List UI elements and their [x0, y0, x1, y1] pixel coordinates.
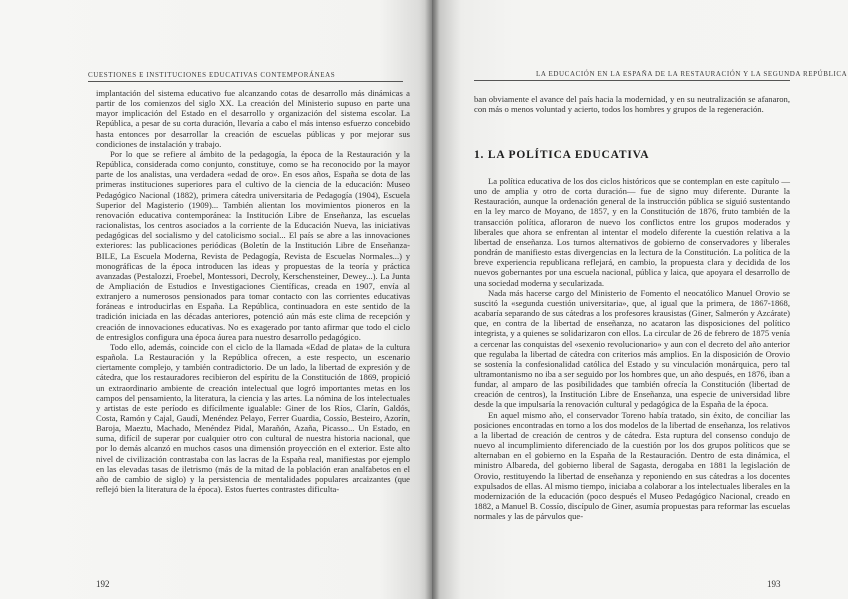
- right-body-text: [474, 176, 790, 521]
- right-paragraph-1: La política educativa de los dos ciclos históricos que se contemplan en este capítulo —uno de amplia y otro de corta duración— fue de signo muy diferente. Durante la Restauración, aunque la ordenación general de la instrucción pública se siguió sustentando en la ley marco de Moyano, de 1857, y en la Constitución de 1876, fruto también de la transacción política, afloraron de nuevo los conflictos entre los grupos moderados y liberales que ahora se enfrentan al intentar el modelo diferente la cuestión relativa a la libertad de enseñanza. Los turnos alternativos de gobierno de conservadores y liberales pondrán de manifiesto estas divergencias en la lectura de la Constitución. La política de la breve experiencia republicana reflejará, en cambio, la propuesta clara y decidida de los nuevos gobernantes por una escuela nacional, pública y laica, que apoyara el desarrollo de una sociedad moderna y secularizada.: [474, 176, 790, 288]
- right-continuation-paragraph: ban obviamente el avance del país hacia la modernidad, y en su neutralización se afanaron, con más o menos voluntad y acierto, todos los hombres y grupos de la regeneración.: [474, 94, 790, 115]
- left-running-head: CUESTIONES E INSTITUCIONES EDUCATIVAS CONTEMPORÁNEAS: [88, 71, 336, 79]
- right-header-rule: [474, 80, 790, 81]
- section-heading: 1. LA POLÍTICA EDUCATIVA: [474, 149, 650, 161]
- book-gutter-shadow: [425, 0, 439, 599]
- right-running-head: LA EDUCACIÓN EN LA ESPAÑA DE LA RESTAURACIÓN Y LA SEGUNDA REPÚBLICA: [536, 70, 848, 78]
- right-page: [432, 0, 848, 599]
- right-continuation-text: [474, 94, 790, 114]
- left-header-rule: [88, 81, 403, 82]
- left-paragraph-2: Por lo que se refiere al ámbito de la pedagogía, la época de la Restauración y la República, considerada como conjunto, constituye, como se ha reconocido por la mayor parte de los analistas, una verdadera «edad de oro». En esos años, España se dota de las primeras instituciones superiores para el cultivo de la ciencia de la educación: Museo Pedagógico Nacional (1882), primera cátedra universitaria de Pedagogía (1904), Escuela Superior del Magisterio (1909)... También alientan los movimientos pioneros en la renovación educativa contemporánea: la Institución Libre de Enseñanza, las escuelas racionalistas, los centros asociados a la corriente de la Educación Nueva, las iniciativas pedagógicas del socialismo y del catolicismo social... El país se abre a las innovaciones exteriores: las publicaciones periódicas (Boletín de la Institución Libre de Enseñanza-BILE, La Escuela Moderna, Revista de Pedagogía, Revista de Escuelas Normales...) y monográficas de la época introducen las ideas y propuestas de la teoría y práctica avanzadas (Pestalozzi, Froebel, Montessori, Decroly, Kerschensteiner, Dewey...). La Junta de Ampliación de Estudios e Investigaciones Científicas, creada en 1907, envía al extranjero a numerosos pensionados para tomar contacto con las corrientes educativas foráneas e introducirlas en España. La República, continuadora en este sentido de la tradición iniciada en las décadas anteriores, potenció aún más este clima de recepción y creación de innovaciones educativas. No es exagerado por tanto afirmar que todo el ciclo de entresiglos configura una época áurea para nuestro desarrollo pedagógico.: [96, 148, 410, 342]
- left-body-text: [96, 88, 410, 494]
- left-page-number: 192: [96, 579, 110, 589]
- right-paragraph-2: Nada más hacerse cargo del Ministerio de Fomento el neocatólico Manuel Orovio se suscitó la «segunda cuestión universitaria», que, al igual que la primera, de 1867-1868, acabaría separando de sus cátedras a los profesores krausistas (Giner, Salmerón y Azcárate) que, en contra de la libertad de enseñanza, no acataron las disposiciones del político integrista, y a quienes se solidarizaron con ellos. La circular de 26 de febrero de 1875 venía a cercenar las conquistas del «sexenio revolucionario» y aun con el decreto del año anterior que regulaba la libertad de cátedra con criterios más amplios. En la disposición de Orovio se sostenía la confesionalidad católica del Estado y su vinculación monárquica, pero tal ultramontanismo no iba a ser seguido por los hombres que, un año después, en 1876, iban a fundar, al amparo de las posibilidades que también ofrecía la Constitución (libertad de creación de centros), la Institución Libre de Enseñanza, una especie de universidad libre desde la que impulsaría la renovación cultural y pedagógica de la España de la época.: [474, 287, 790, 410]
- left-paragraph-3: Todo ello, además, coincide con el ciclo de la llamada «Edad de plata» de la cultura española. La Restauración y la República ofrecen, a este respecto, un escenario ciertamente complejo, y también contradictorio. De un lado, la libertad de expresión y de cátedra, que los restauradores recibieron del espíritu de la Constitución de 1869, propició un extraordinario ambiente de creación intelectual que logró importantes metas en los campos del pensamiento, la literatura, la ciencia y las artes. La nómina de los intelectuales y artistas de este período es difícilmente igualable: Giner de los Ríos, Clarín, Galdós, Costa, Ramón y Cajal, Gaudí, Menéndez Pelayo, Ferrer Guardia, Cossío, Besteiro, Azorín, Baroja, Maeztu, Machado, Menéndez Pidal, Marañón, Azaña, Picasso... Un Estado, en suma, difícil de superar por cualquier otro con cultural de nuestra historia nacional, que por lo demás alcanzó en muchos casos una dimensión proyección en el exterior. Este alto nivel de civilización contrastaba con las lacras de la España real, manifiestas por ejemplo en las elevadas tasas de iletrismo (más de la mitad de la población eran analfabetos en el año de cambio de siglo) y la persistencia de mentalidades populares arcaizantes (que reflejó bien la literatura de la época). Estos fuertes contrastes dificulta-: [96, 341, 410, 495]
- left-paragraph-1: implantación del sistema educativo fue alcanzando cotas de desarrollo más dinámicas a partir de los comienzos del siglo XX. La creación del Ministerio supuso en parte una mayor implicación del Estado en el desarrollo y organización del sistema escolar. La República, a pesar de su corta duración, llevaría a cabo el más intenso esfuerzo concebido hasta entonces por desarrollar la creación de escuelas públicas y por mejorar sus condiciones de instalación y trabajo.: [96, 88, 410, 149]
- right-paragraph-3: En aquel mismo año, el conservador Toreno había tratado, sin éxito, de conciliar las posiciones encontradas en torno a los dos modelos de la libertad de enseñanza, los relativos a la libertad de creación de centros y de cátedra. Esta ruptura del consenso condujo de nuevo al incumplimiento diferenciado de la cuestión por los dos grupos políticos que se alternaban en el gobierno en la España de la Restauración. Dentro de esta dinámica, el ministro Albareda, del gobierno liberal de Sagasta, derogaba en 1881 la legislación de Orovio, restituyendo la libertad de enseñanza y reponiendo en sus cátedras a los docentes expulsados de ellas. Al mismo tiempo, iniciaba a colaborar a los intelectuales liberales en la modernización de la educación (poco después el Museo Pedagógico Nacional, creado en 1882, a Manuel B. Cossío, discípulo de Giner, asumía propuestas para reformar las escuelas normales y las de párvulos que-: [474, 409, 790, 522]
- right-page-number: 193: [767, 579, 781, 589]
